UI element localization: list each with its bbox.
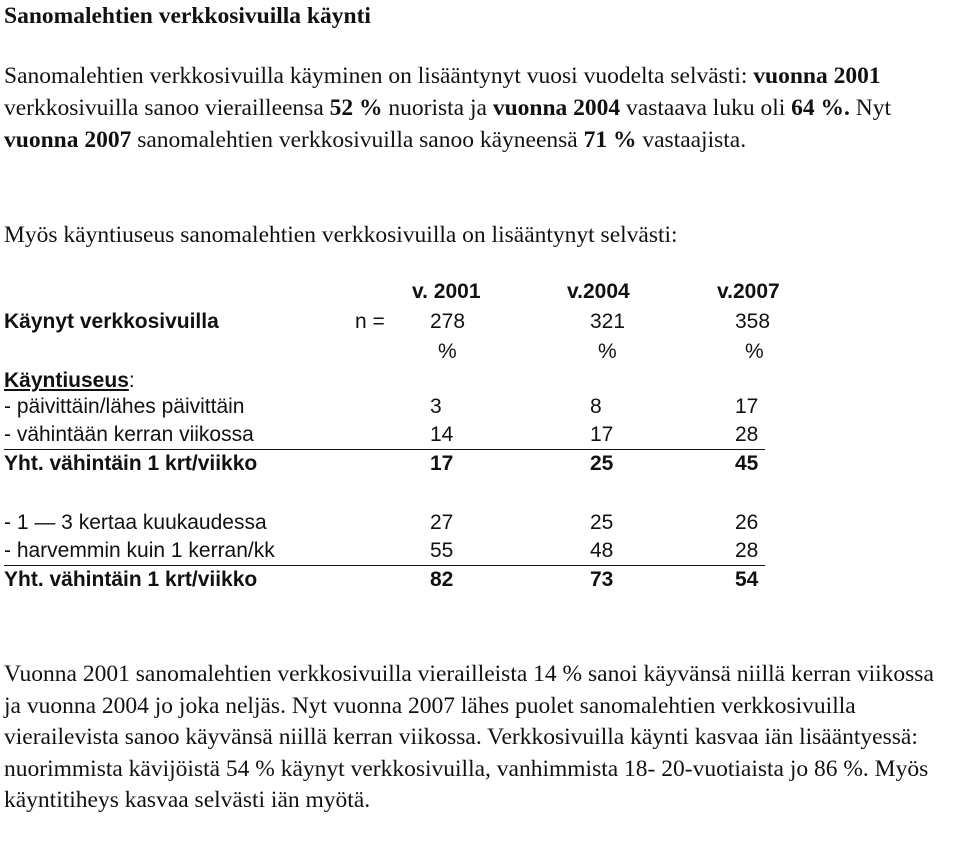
n-label: n = [355,310,385,333]
sub-intro-paragraph: Myös käyntiuseus sanomalehtien verkkosivuilla on lisääntynyt selvästi: [4,222,678,248]
row-value-2001: 3 [430,395,442,418]
table-row [0,395,960,421]
intro-paragraph [4,60,949,156]
unit-2001: % [438,340,457,363]
section-heading [4,369,135,393]
table-row [0,423,960,449]
unit-row [0,340,960,366]
intro-text-7: vastaajista. [636,127,747,153]
row-value-2007: 54 [735,568,759,591]
header-2001: v. 2001 [412,280,481,303]
intro-text-5: Nyt [849,95,892,121]
intro-bold-2: 52 % [329,95,383,121]
intro-text-3: nuorista ja [382,95,493,121]
row-value-2007: 26 [735,511,759,534]
intro-text-4: vastaava luku oli [620,95,792,121]
intro-bold-3: vuonna 2004 [492,95,621,121]
intro-text-1: Sanomalehtien verkkosivuilla käyminen on lisääntynyt vuosi vuodelta selvästi: [4,63,754,89]
row-value-2004: 17 [590,423,614,446]
section-label: Käyntiuseus [4,369,129,392]
table-row [0,452,960,478]
unit-2007: % [745,340,764,363]
header-2007: v.2007 [717,280,780,303]
intro-bold-1: vuonna 2001 [753,63,881,89]
row-value-2001: 14 [430,423,454,446]
row-value-2004: 48 [590,539,614,562]
unit-2004: % [598,340,617,363]
intro-bold-4: 64 %. [791,95,850,121]
row-label: Yht. vähintäin 1 krt/viikko [4,568,258,591]
row-value-2001: 27 [430,511,454,534]
intro-bold-6: 71 % [583,127,637,153]
row-value-2007: 17 [735,395,759,418]
row-value-2004: 8 [590,395,602,418]
page-title: Sanomalehtien verkkosivuilla käynti [4,3,371,29]
section-colon: : [128,369,135,392]
row-label: - 1 — 3 kertaa kuukaudessa [4,511,267,534]
row-value-2004: 73 [590,568,614,591]
n-row [0,310,960,336]
section-row [0,369,960,395]
row-label: - päivittäin/lähes päivittäin [4,395,245,418]
row-label: - vähintään kerran viikossa [4,423,254,446]
row-value-2007: 28 [735,423,759,446]
row-value-2007: 45 [735,452,759,475]
intro-text-6: sanomalehtien verkkosivuilla sanoo käyneensä [131,127,584,153]
table-header-row [0,280,960,306]
table-row [0,568,960,594]
row-value-2004: 25 [590,511,614,534]
table-row [0,511,960,537]
divider-line [4,565,765,566]
n-value-2001: 278 [430,310,466,333]
row-value-2004: 25 [590,452,614,475]
visited-label: Käynyt verkkosivuilla [4,310,219,333]
divider-line [4,449,765,450]
n-value-2004: 321 [590,310,626,333]
n-value-2007: 358 [735,310,771,333]
table-row [0,539,960,565]
row-value-2001: 17 [430,452,454,475]
outro-paragraph: Vuonna 2001 sanomalehtien verkkosivuilla vierailleista 14 % sanoi käyvänsä niillä kerran viikossa ja vuonna 2004 jo joka neljäs. Nyt vuonna 2007 lähes puolet sanomalehtien verkkosivuilla vierailevista sanoo käyvänsä niillä kerran viikossa. Verkkosivuilla käynti kasvaa iän lisääntyessä: nuorimmista kävijöistä 54 % käynyt verkkosivuilla, vanhimmista 18- 20-vuotiaista jo 86 %. Myös käyntitiheys kasvaa selvästi iän myötä. [4,661,934,813]
intro-text-2: verkkosivuilla sanoo vierailleensa [4,95,330,121]
row-value-2001: 55 [430,539,454,562]
row-value-2007: 28 [735,539,759,562]
intro-bold-5: vuonna 2007 [4,127,132,153]
row-label: - harvemmin kuin 1 kerran/kk [4,539,275,562]
header-2004: v.2004 [567,280,630,303]
row-value-2001: 82 [430,568,454,591]
row-label: Yht. vähintäin 1 krt/viikko [4,452,258,475]
